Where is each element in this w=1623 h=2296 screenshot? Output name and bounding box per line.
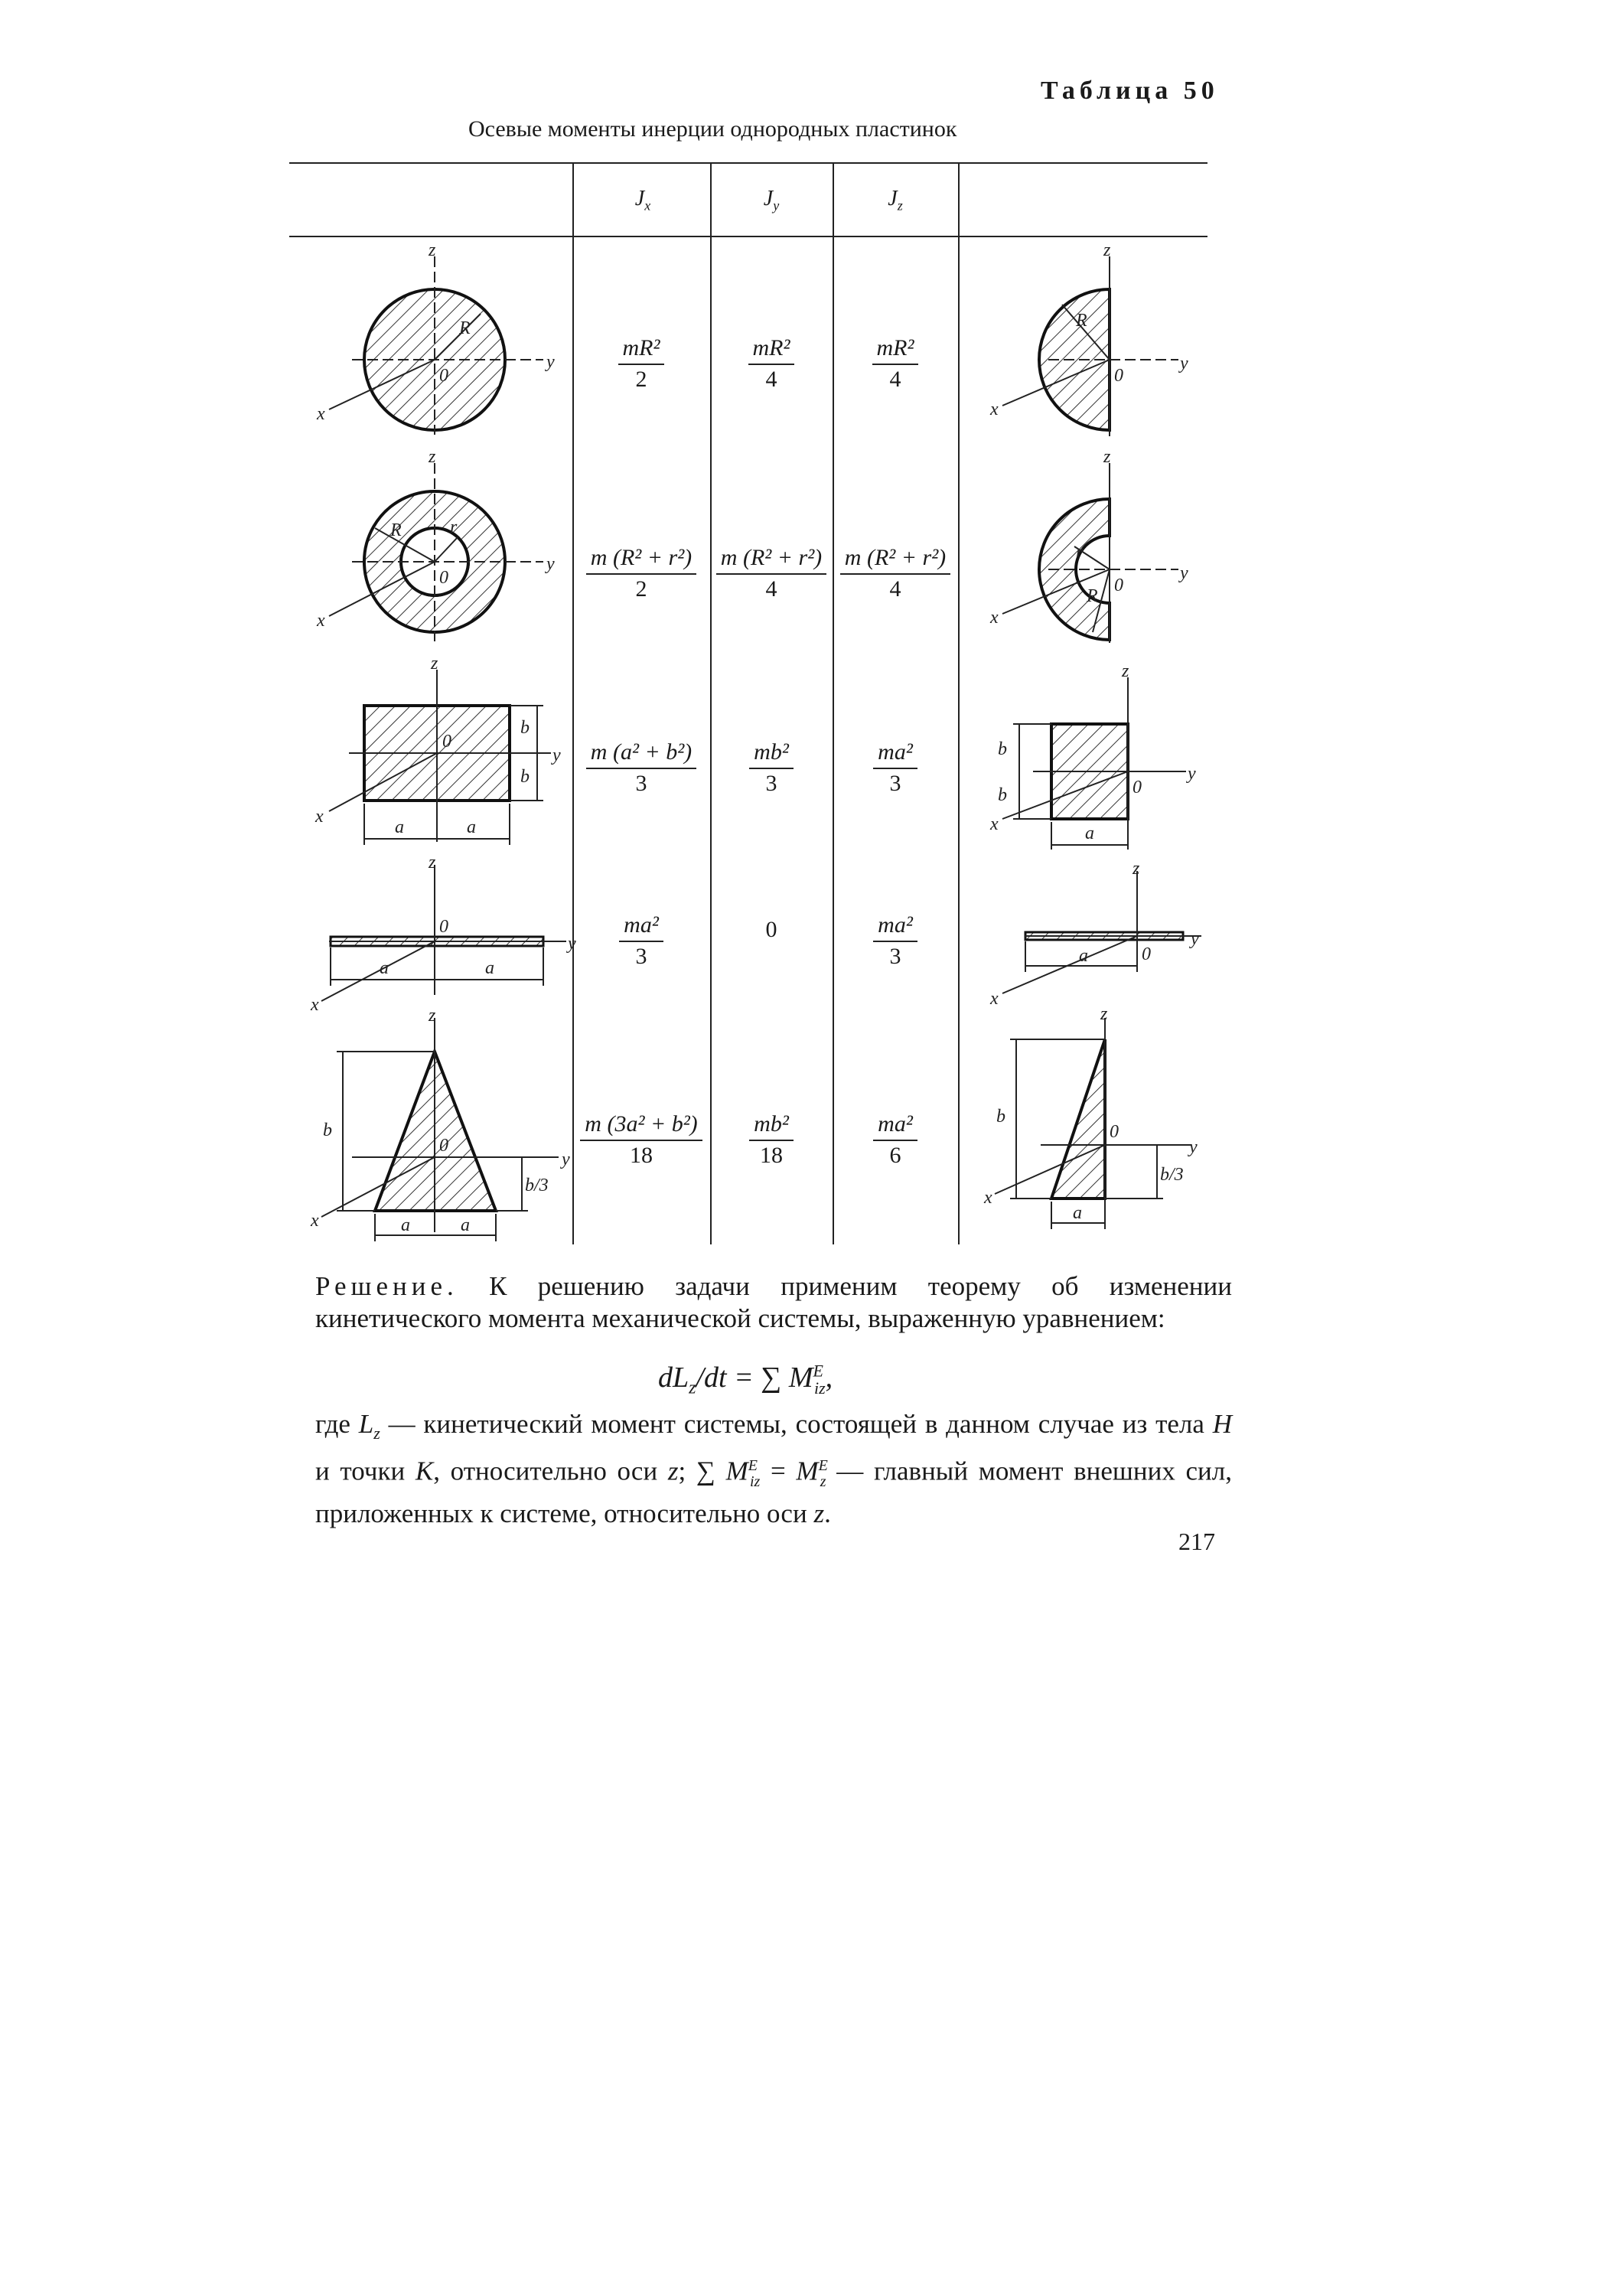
dimension-b: b [323, 1120, 332, 1140]
row1-jx: $\frac{\text{mR²}}{2}$ [572, 335, 710, 393]
origin-label: 0 [1114, 576, 1123, 595]
axis-label-y: y [1189, 1137, 1198, 1157]
column-divider-3 [833, 164, 834, 1244]
axis-label-y: y [552, 745, 561, 765]
table-top-rule [289, 162, 1207, 164]
dimension-a-left: a [395, 817, 404, 837]
origin-label: 0 [439, 917, 448, 937]
dimension-b: b [996, 1107, 1005, 1127]
axis-label-x: x [990, 400, 999, 419]
dimension-a-right: a [467, 817, 476, 837]
dimension-a-left: a [401, 1215, 410, 1235]
dimension-a: a [1079, 946, 1088, 966]
dimension-a: a [1073, 1203, 1082, 1223]
radius-label: R [1076, 311, 1087, 331]
dimension-b-bottom: b [998, 785, 1007, 805]
figure-thin-rod [306, 857, 582, 1018]
row5-jx: $\frac{\text{m (3a² + b²)}}{18}$ [572, 1111, 710, 1169]
column-header-jx: $J_x$ [634, 187, 651, 214]
row2-jz: $\frac{\text{m (R² + r²)}}{4}$ [833, 545, 958, 602]
column-header-jy: $J_y$ [763, 187, 780, 214]
origin-label: 0 [442, 732, 451, 752]
axis-label-y: y [1191, 929, 1199, 949]
axis-label-y: y [1180, 563, 1188, 583]
radius-label: R [459, 318, 471, 338]
axis-label-z: z [429, 1010, 436, 1026]
dimension-a-right: a [461, 1215, 470, 1235]
table-caption: Осевые моменты инерции однородных пластинок [468, 116, 957, 142]
axis-label-x: x [311, 1211, 319, 1231]
figure-right-triangle [979, 1010, 1209, 1240]
row1-jy: $\frac{\text{mR²}}{4}$ [710, 335, 833, 393]
outer-radius-label: R [390, 520, 402, 540]
origin-label: 0 [1114, 366, 1123, 386]
axis-label-x: x [315, 807, 324, 827]
table-header-rule [289, 236, 1207, 237]
dimension-a-right: a [485, 958, 494, 978]
axis-label-y: y [1188, 764, 1196, 784]
axis-label-z: z [1103, 245, 1111, 260]
figure-rectangle [306, 658, 582, 857]
figure-isosceles-triangle [306, 1010, 582, 1247]
axis-label-y: y [568, 934, 576, 954]
axis-label-z: z [431, 658, 438, 673]
axis-label-x: x [990, 608, 999, 628]
row4-jx: $\frac{\text{ma²}}{3}$ [572, 912, 710, 970]
axis-label-y: y [546, 554, 555, 574]
row3-jz: $\frac{\text{ma²}}{3}$ [833, 739, 958, 797]
column-divider-2 [710, 164, 712, 1244]
axis-label-y: y [1180, 354, 1188, 373]
dimension-b-top: b [998, 739, 1007, 759]
row5-jz: $\frac{\text{ma²}}{6}$ [833, 1111, 958, 1169]
inner-radius-label: r [1076, 542, 1084, 562]
dimension-a-left: a [380, 958, 389, 978]
figure-full-disk [306, 245, 582, 436]
origin-label: 0 [1133, 778, 1142, 797]
figure-half-annular-ring [979, 452, 1209, 651]
page-number: 217 [1178, 1528, 1215, 1555]
axis-label-z: z [1133, 865, 1140, 879]
origin-label: 0 [439, 1136, 448, 1156]
explanation-paragraph: где $L_z$ — кинетический момент системы, состоящей в данном случае из тела H и точки K, относительно оси z; ∑ $M^E_{iz} = M^E_z$ — главный момент внешних сил, приложенных к системе, относительно оси z. [315, 1409, 1232, 1528]
axis-label-y: y [562, 1150, 570, 1169]
row4-jy: 0 [765, 917, 777, 942]
inner-radius-label: r [450, 517, 458, 537]
origin-label: 0 [1110, 1122, 1119, 1142]
table-label: Таблица 50 [1041, 77, 1219, 105]
figure-thin-rod-end-axis [979, 865, 1209, 1018]
row5-jy: $\frac{\text{mb²}}{18}$ [710, 1111, 833, 1169]
axis-label-x: x [984, 1188, 992, 1208]
row4-jz: $\frac{\text{ma²}}{3}$ [833, 912, 958, 970]
origin-label: 0 [439, 568, 448, 588]
row3-jy: $\frac{\text{mb²}}{3}$ [710, 739, 833, 797]
dimension-b-third: b/3 [1160, 1165, 1184, 1185]
figure-annular-ring [306, 452, 582, 643]
row2-jy: $\frac{\text{m (R² + r²)}}{4}$ [710, 545, 833, 602]
row3-jx: $\frac{\text{m (a² + b²)}}{3}$ [572, 739, 710, 797]
axis-label-x: x [317, 404, 325, 424]
axis-label-z: z [429, 245, 436, 260]
dimension-b-third: b/3 [525, 1176, 549, 1195]
column-divider-4 [958, 164, 960, 1244]
axis-label-y: y [546, 352, 555, 372]
axis-label-x: x [317, 611, 325, 631]
axis-label-z: z [1100, 1010, 1108, 1024]
axis-label-z: z [1122, 666, 1129, 681]
column-header-jz: $J_z$ [888, 187, 903, 214]
origin-label: 0 [439, 366, 448, 386]
dimension-b-bottom: b [520, 767, 530, 787]
axis-label-z: z [1103, 452, 1111, 467]
row1-jz: $\frac{\text{mR²}}{4}$ [833, 335, 958, 393]
dimension-b-top: b [520, 718, 530, 738]
row2-jx: $\frac{\text{m (R² + r²)}}{2}$ [572, 545, 710, 602]
solution-paragraph: Решение. К решению задачи применим теорему об изменении кинетического момента механической системы, выраженную уравнением: [315, 1271, 1232, 1333]
equation-kinetic-moment: $dL_z/dt$ = ∑ $M^E_{iz}$, [658, 1361, 833, 1398]
origin-label: 0 [1142, 944, 1151, 964]
figure-rectangle-edge-axis [979, 666, 1209, 865]
figure-half-disk [979, 245, 1209, 444]
axis-label-x: x [311, 995, 319, 1015]
outer-radius-label: R [1087, 586, 1098, 606]
dimension-a: a [1085, 823, 1094, 843]
solution-heading: Решение. [315, 1271, 458, 1301]
axis-label-x: x [990, 989, 999, 1009]
axis-label-z: z [429, 857, 436, 872]
axis-label-z: z [429, 452, 436, 467]
axis-label-x: x [990, 814, 999, 834]
